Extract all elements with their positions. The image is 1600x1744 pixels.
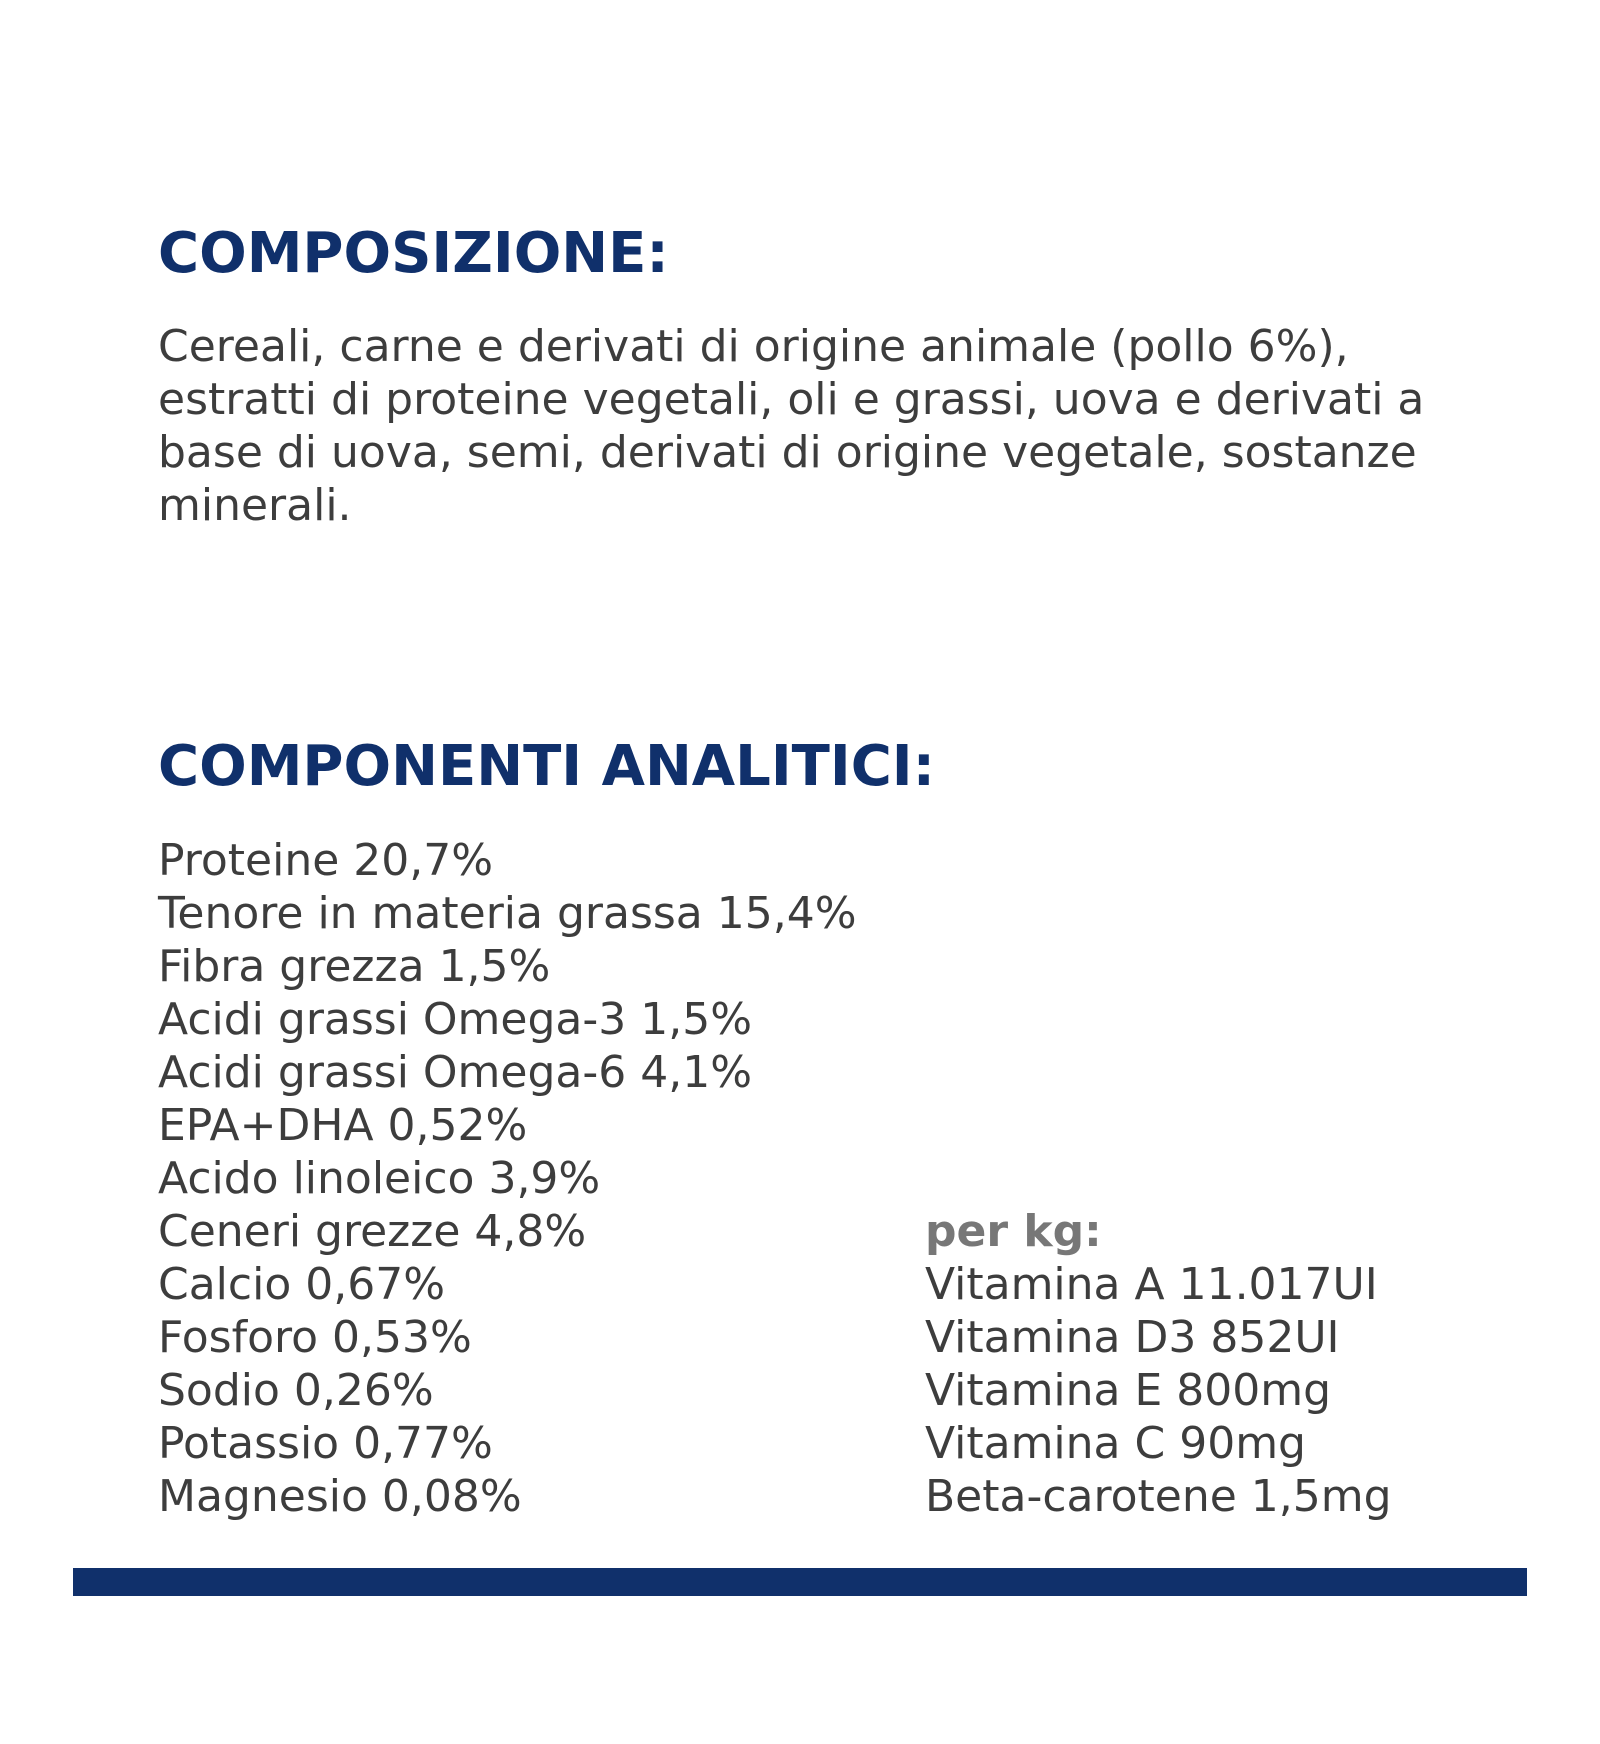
list-item: Tenore in materia grassa 15,4%: [158, 888, 857, 939]
analytic-components-heading: COMPONENTI ANALITICI:: [158, 734, 936, 799]
per-kg-title: per kg:: [925, 1206, 1102, 1257]
list-item: Fibra grezza 1,5%: [158, 941, 551, 992]
footer-divider-bar: [73, 1568, 1527, 1596]
list-item: Fosforo 0,53%: [158, 1312, 472, 1363]
list-item: Vitamina A 11.017UI: [925, 1259, 1378, 1310]
composition-text: Cereali, carne e derivati di origine animale (pollo 6%), estratti di proteine vegetali, oli e grassi, uova e derivati a base di uova, semi, derivati di origine vegetale, sostanze minerali.: [158, 321, 1425, 531]
list-item: Acidi grassi Omega-6 4,1%: [158, 1047, 753, 1098]
list-item: Acidi grassi Omega-3 1,5%: [158, 994, 753, 1045]
list-item: Vitamina E 800mg: [925, 1365, 1332, 1416]
list-item: Acido linoleico 3,9%: [158, 1153, 601, 1204]
list-item: Vitamina C 90mg: [925, 1418, 1306, 1469]
list-item: Sodio 0,26%: [158, 1365, 434, 1416]
vitamin-list: [925, 1258, 1392, 1523]
list-item: Proteine 20,7%: [158, 835, 494, 886]
composition-heading: COMPOSIZIONE:: [158, 221, 669, 286]
list-item: Vitamina D3 852UI: [925, 1312, 1340, 1363]
list-item: Magnesio 0,08%: [158, 1471, 522, 1522]
list-item: Calcio 0,67%: [158, 1259, 446, 1310]
list-item: EPA+DHA 0,52%: [158, 1100, 528, 1151]
per-kg-section: [925, 1205, 1392, 1523]
list-item: Potassio 0,77%: [158, 1418, 493, 1469]
analytic-components-list: [158, 834, 857, 1523]
list-item: Ceneri grezze 4,8%: [158, 1206, 587, 1257]
list-item: Beta-carotene 1,5mg: [925, 1471, 1392, 1522]
